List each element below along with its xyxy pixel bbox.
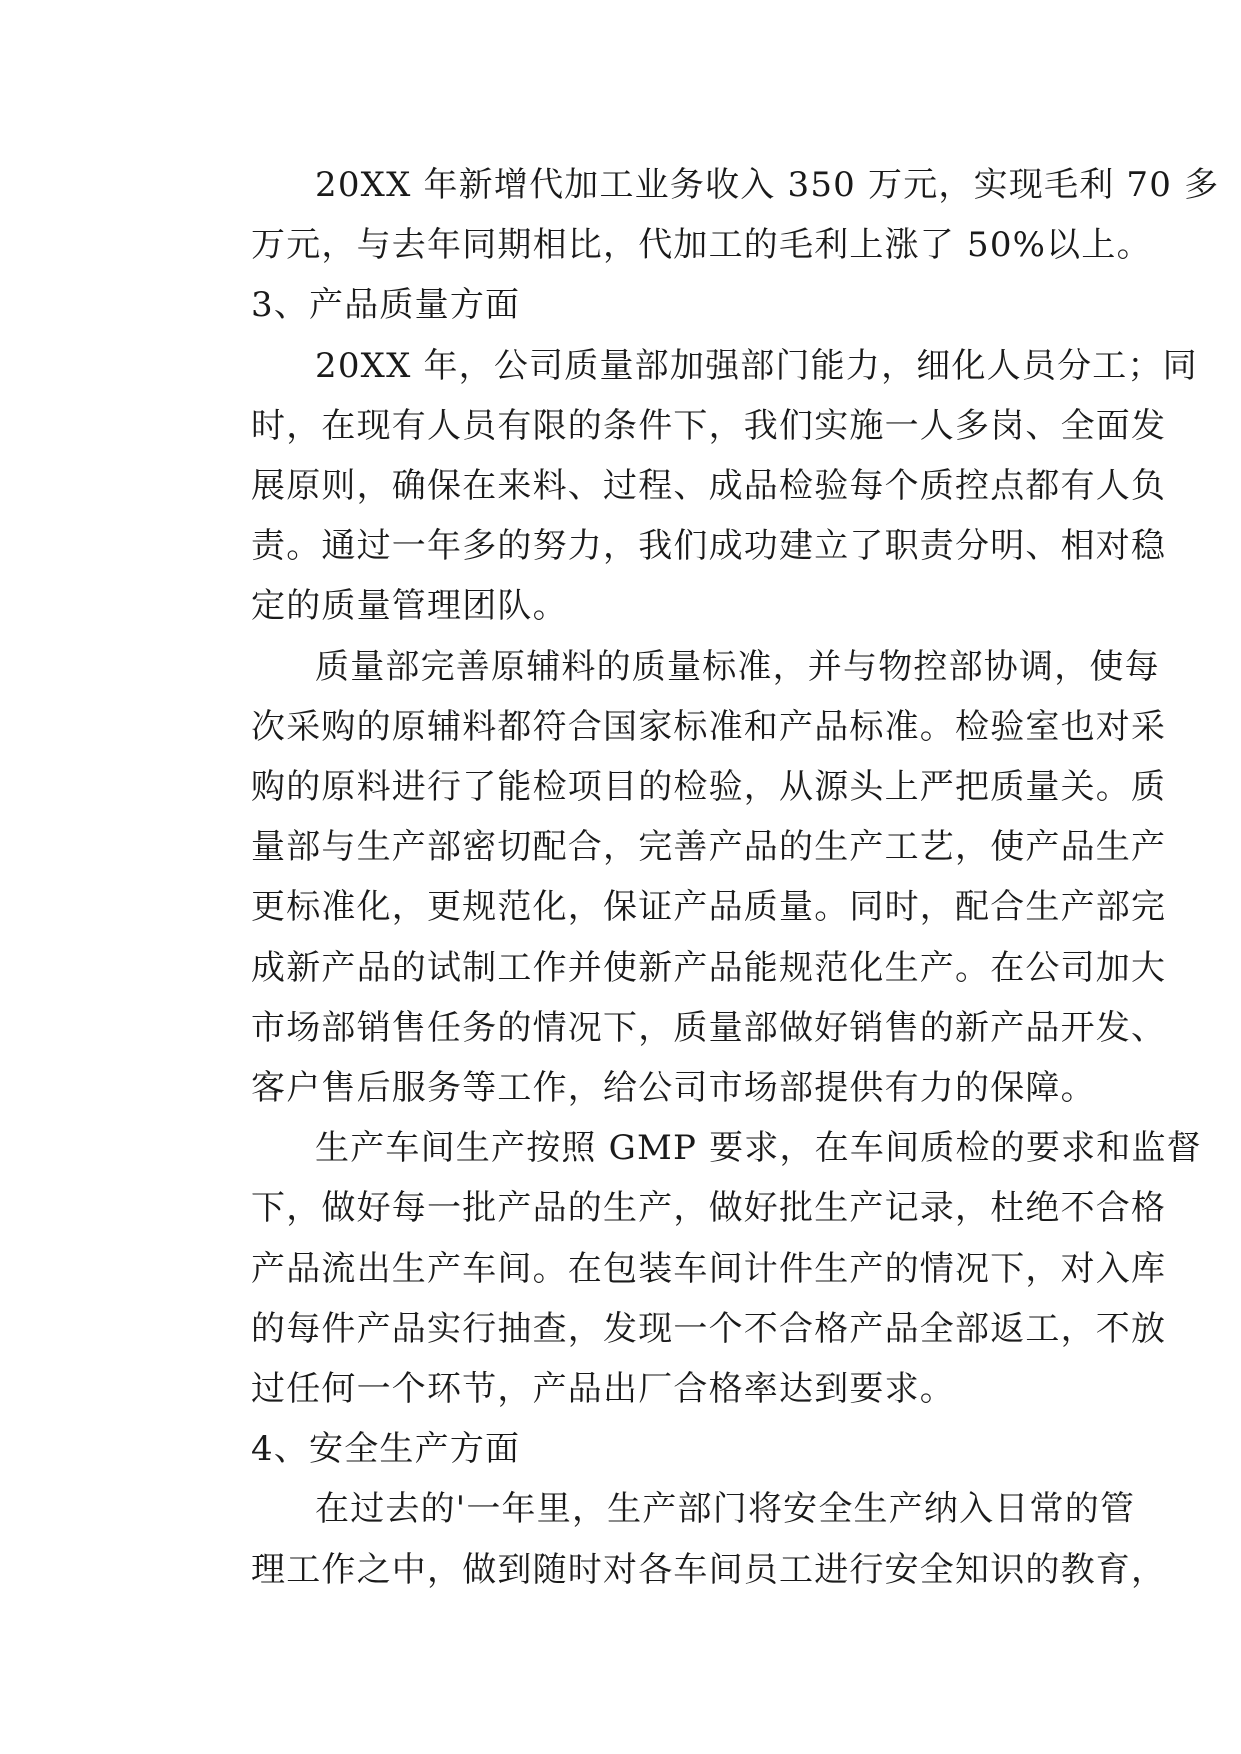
section-heading-quality <box>187 275 1067 335</box>
text-line: 市场部销售任务的情况下，质量部做好销售的新产品开发、 <box>251 1007 1167 1048</box>
text-line: 20XX 年新增代加工业务收入 350 万元，实现毛利 70 多 <box>315 165 1220 205</box>
text-line: 更标准化，更规范化，保证产品质量。同时，配合生产部完 <box>251 887 1167 928</box>
paragraph-revenue <box>187 155 1220 275</box>
document-body <box>187 155 1220 1600</box>
text-line: 定的质量管理团队。 <box>251 586 568 627</box>
text-line: 责。通过一年多的努力，我们成功建立了职责分明、相对稳 <box>251 526 1167 567</box>
text-line: 量部与生产部密切配合，完善产品的生产工艺，使产品生产 <box>251 827 1167 868</box>
text-line: 过任何一个环节，产品出厂合格率达到要求。 <box>251 1369 955 1410</box>
paragraph-production-workshop <box>187 1118 1202 1419</box>
text-line: 万元，与去年同期相比，代加工的毛利上涨了 50%以上。 <box>251 225 1152 266</box>
text-line: 下，做好每一批产品的生产，做好批生产记录，杜绝不合格 <box>251 1188 1167 1229</box>
text-line: 质量部完善原辅料的质量标准，并与物控部协调，使每 <box>315 646 1160 687</box>
text-line: 的每件产品实行抽查，发现一个不合格产品全部返工，不放 <box>251 1308 1167 1349</box>
text-line: 时，在现有人员有限的条件下，我们实施一人多岗、全面发 <box>251 405 1167 446</box>
text-line: 客户售后服务等工作，给公司市场部提供有力的保障。 <box>251 1068 1096 1109</box>
text-line: 产品流出生产车间。在包装车间计件生产的情况下，对入库 <box>251 1248 1167 1289</box>
text-line: 成新产品的试制工作并使新产品能规范化生产。在公司加大 <box>251 947 1167 988</box>
text-line: 在过去的'一年里，生产部门将安全生产纳入日常的管 <box>315 1489 1136 1530</box>
heading-text: 3、产品质量方面 <box>251 285 521 326</box>
text-line: 展原则，确保在来料、过程、成品检验每个质控点都有人负 <box>251 466 1167 507</box>
text-line: 次采购的原辅料都符合国家标准和产品标准。检验室也对采 <box>251 706 1167 747</box>
text-line: 20XX 年，公司质量部加强部门能力，细化人员分工；同 <box>315 345 1198 386</box>
section-heading-safety <box>187 1419 1067 1479</box>
heading-text: 4、安全生产方面 <box>251 1429 521 1470</box>
text-line: 生产车间生产按照 GMP 要求，在车间质检的要求和监督 <box>315 1128 1202 1169</box>
text-line: 购的原料进行了能检项目的检验，从源头上严把质量关。质 <box>251 767 1167 808</box>
text-line: 理工作之中，做到随时对各车间员工进行安全知识的教育， <box>251 1549 1167 1590</box>
paragraph-safety <box>187 1479 1167 1599</box>
paragraph-quality-team <box>187 336 1198 637</box>
paragraph-quality-standards <box>187 637 1167 1119</box>
